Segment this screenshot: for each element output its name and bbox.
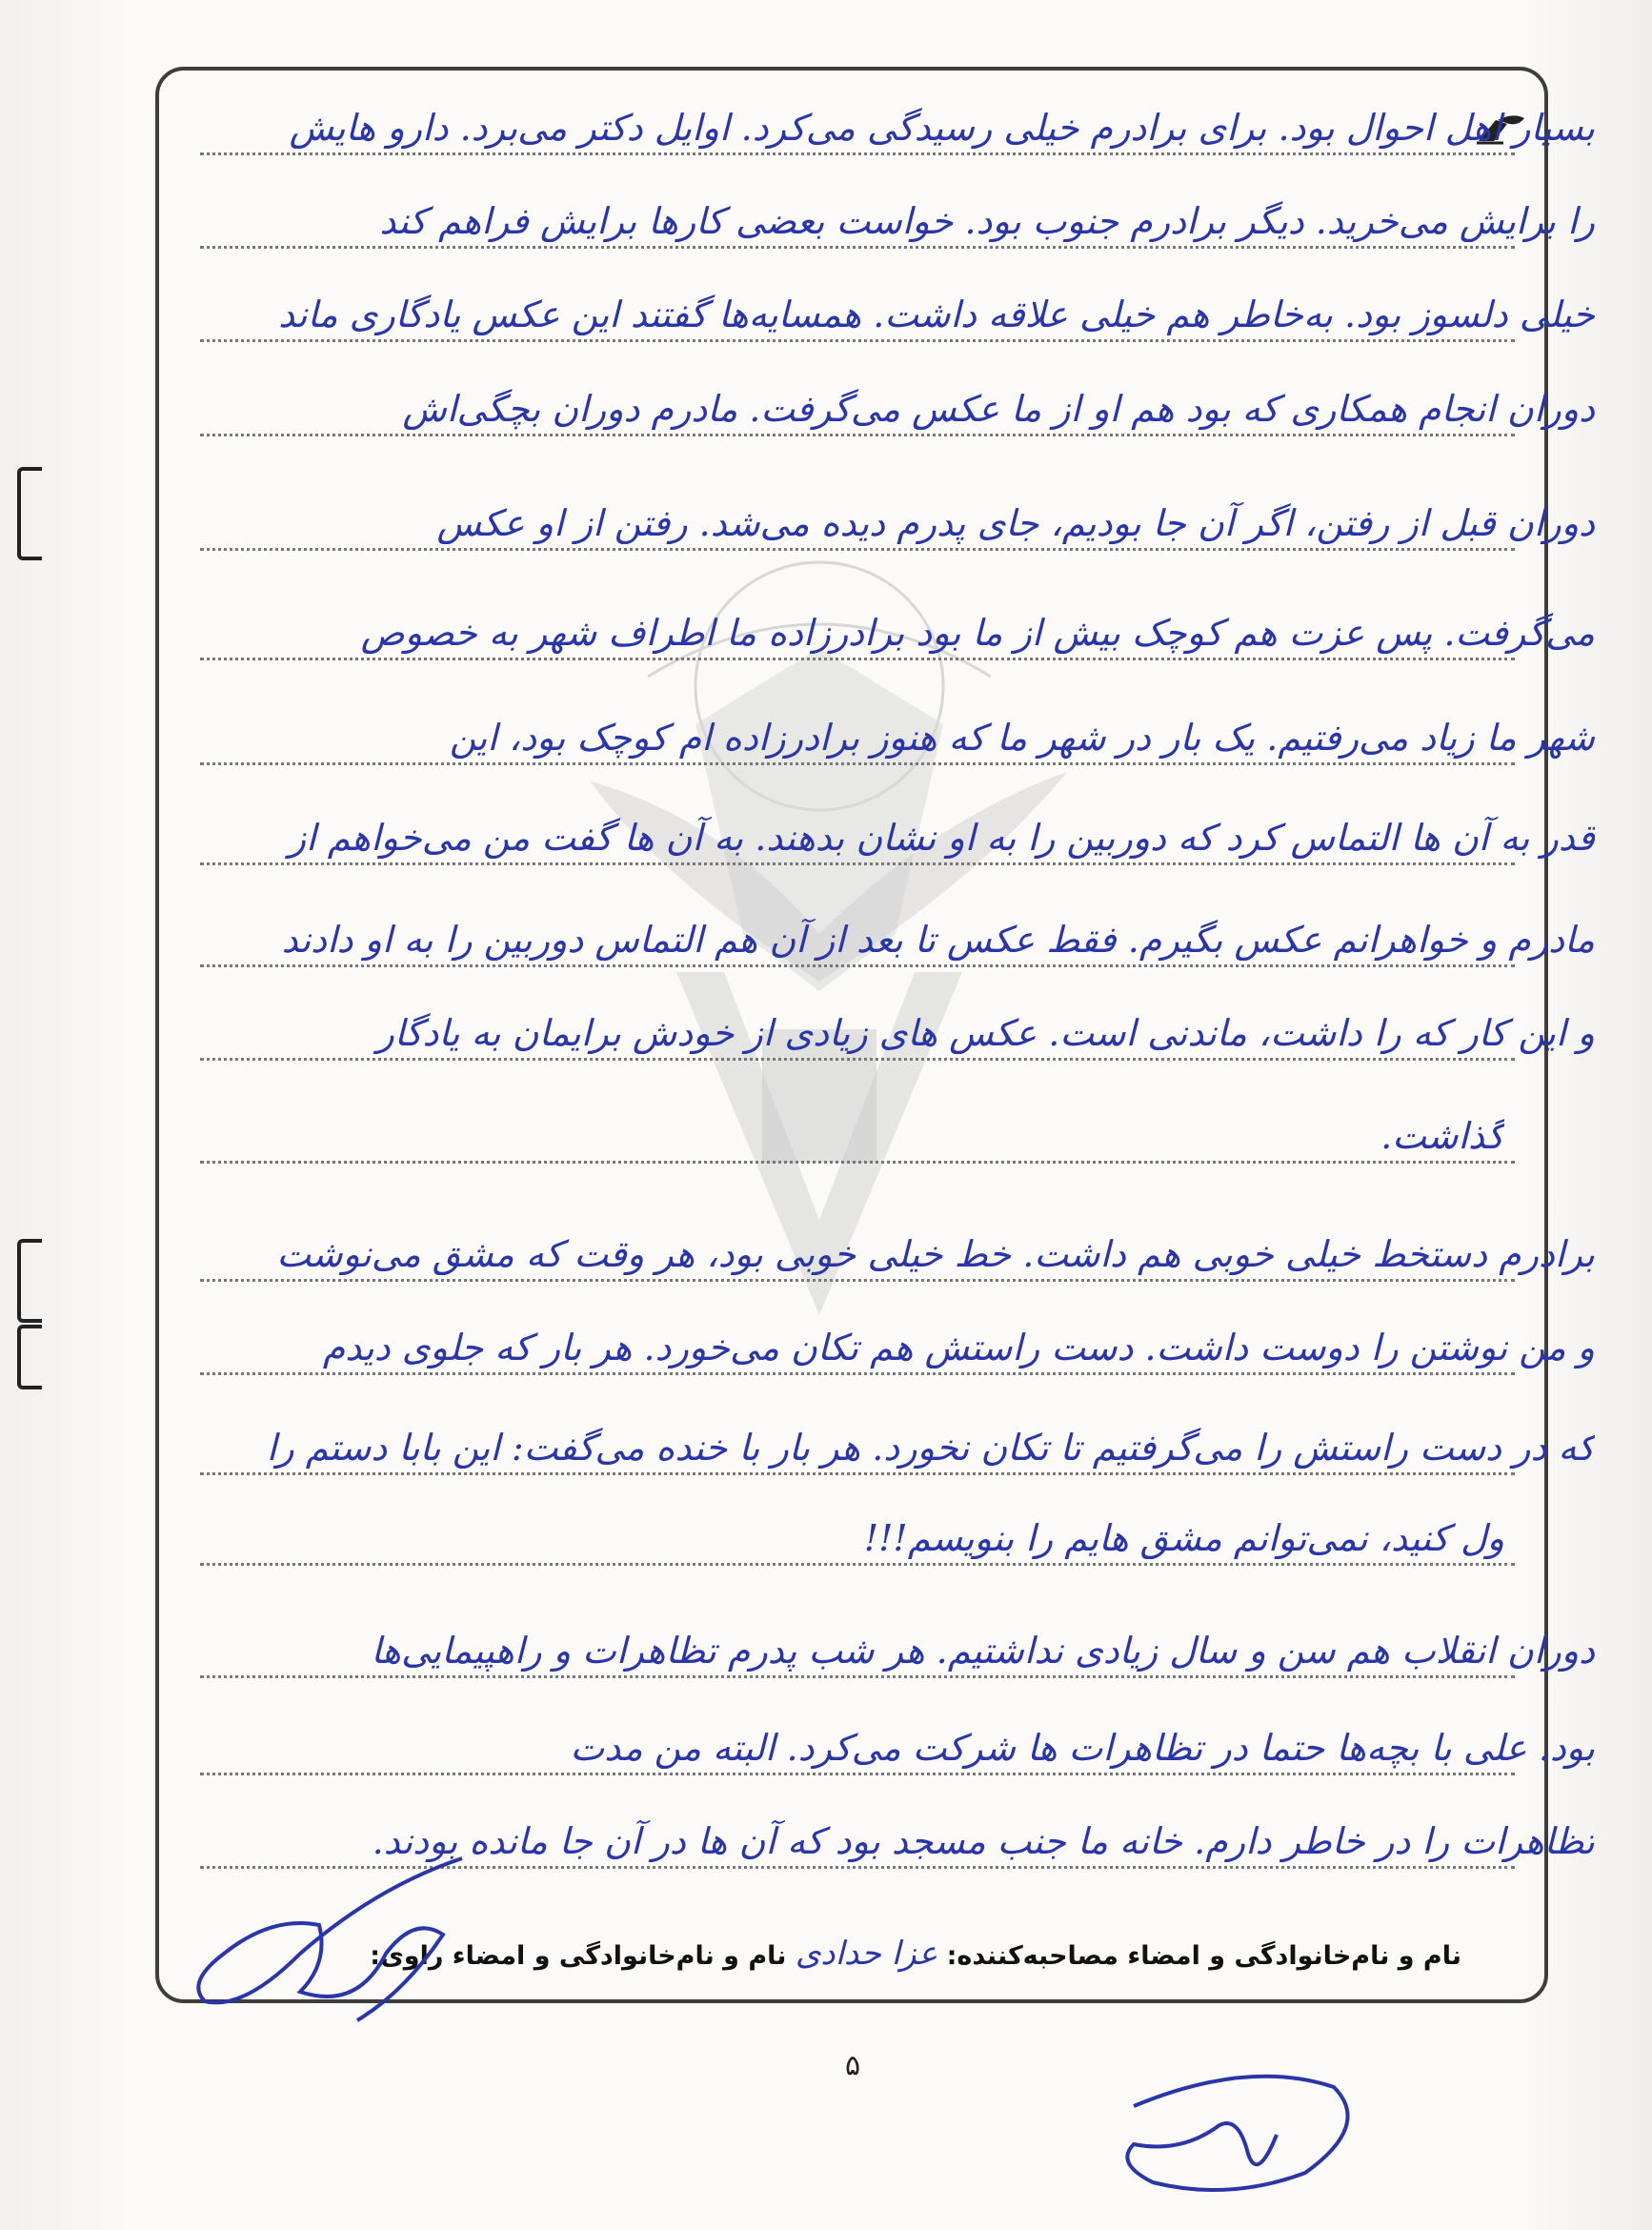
handwritten-line: مادرم و خواهرانم عکس بگیرم. فقط عکس تا بعد از آن هم التماس دوربین را به او دادند [281,919,1595,961]
ruled-line [200,548,1515,551]
binder-clip [17,1239,42,1323]
page-number: ۵ [845,2049,861,2082]
handwritten-line: که در دست راستش را می‌گرفتیم تا تکان نخورد. هر بار با خنده می‌گفت: این بابا دستم را [266,1427,1595,1469]
handwritten-line: بود. علی با بچه‌ها حتما در تظاهرات ها شرکت می‌کرد. البته من مدت [570,1727,1595,1769]
handwritten-line: گذاشت. [1380,1115,1504,1157]
handwritten-line: بسیار اهل احوال بود. برای برادرم خیلی رسیدگی می‌کرد. اوایل دکتر می‌برد. دارو هایش [289,107,1595,149]
handwritten-line: خیلی دلسوز بود. به‌خاطر هم خیلی علاقه داشت. همسایه‌ها گفتند این عکس یادگاری ماند [278,294,1595,335]
handwritten-line: شهر ما زیاد می‌رفتیم. یک بار در شهر ما که هنوز برادرزاده ام کوچک بود، این [449,717,1595,759]
handwritten-line: ول کنید، نمی‌توانم مشق هایم را بنویسم!!! [863,1517,1504,1559]
ruled-line [200,434,1515,436]
interviewer-name: عزا حدادی [795,1935,938,1973]
handwritten-line: تظاهرات را در خاطر دارم. خانه ما جنب مسجد بود که آن ها در آن جا مانده بودند. [372,1820,1595,1862]
handwritten-line: می‌گرفت. پس عزت هم کوچک بیش از ما بود برادرزاده ما اطراف شهر به خصوص [360,612,1595,654]
handwritten-line: برادرم دستخط خیلی خوبی هم داشت. خط خیلی خوبی بود، هر وقت که مشق می‌نوشت [276,1233,1595,1275]
signature-footer [370,1935,1461,1973]
ruled-line [200,1279,1515,1282]
ruled-line [200,964,1515,967]
ruled-line [200,762,1515,765]
ruled-line [200,339,1515,342]
handwritten-line: و من نوشتن را دوست داشت. دست راستش هم تکان می‌خورد. هر بار که جلوی دیدم [322,1327,1595,1368]
handwritten-line: دوران انجام همکاری که بود هم او از ما عکس می‌گرفت. مادرم دوران بچگی‌اش [402,388,1595,430]
ruled-line [200,1773,1515,1775]
ruled-line [200,1675,1515,1678]
ruled-line [200,1372,1515,1375]
handwritten-line: را برایش می‌خرید. دیگر برادرم جنوب بود. خواست بعضی کارها برایش فراهم کند [379,200,1595,242]
ruled-line [200,1058,1515,1061]
binder-clip [17,1325,42,1389]
handwritten-line: دوران قبل از رفتن، اگر آن جا بودیم، جای پدرم دیده می‌شد. رفتن از او عکس [436,502,1595,544]
narrator-label: نام و نام‌خانوادگی و امضاء راوی: [370,1941,787,1971]
ruled-line [200,862,1515,865]
ruled-line [200,246,1515,249]
interviewer-label: نام و نام‌خانوادگی و امضاء مصاحبه‌کننده: [946,1941,1461,1971]
handwritten-line: قدر به آن ها التماس کرد که دوربین را به او نشان بدهند. به آن ها گفت من می‌خواهم از [288,817,1595,859]
ruled-line [200,152,1515,155]
ruled-line [200,1161,1515,1164]
interviewer-signature [1096,2049,1381,2211]
handwritten-line: دوران انقلاب هم سن و سال زیادی نداشتیم. هر شب پدرم تظاهرات و راهپیمایی‌ها [371,1630,1595,1672]
narrator-signature [186,1849,481,2039]
ruled-line [200,658,1515,660]
ruled-line [200,1563,1515,1566]
ruled-line [200,1472,1515,1475]
binder-clip [17,467,42,560]
handwritten-line: و این کار که را داشت، ماندنی است. عکس های زیادی از خودش برایمان به یادگار [376,1012,1595,1054]
